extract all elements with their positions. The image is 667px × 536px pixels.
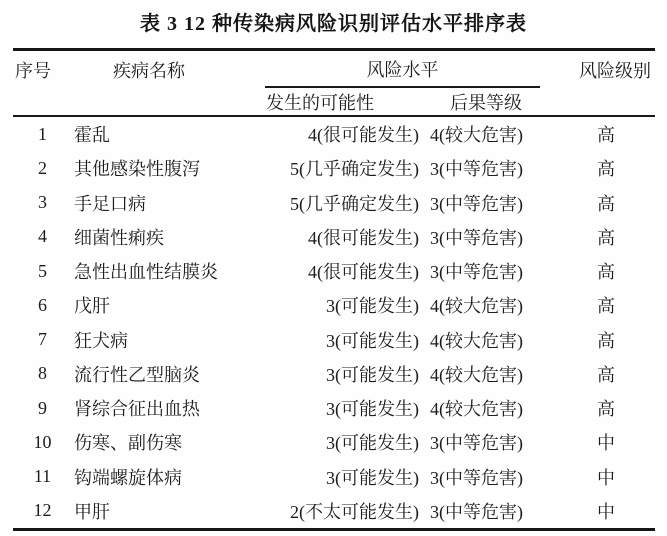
cell-likelihood: 4(很可能发生) xyxy=(308,227,419,248)
cell-likelihood: 3(可能发生) xyxy=(326,467,419,488)
cell-risk-grade: 高 xyxy=(597,399,615,420)
cell-risk-grade: 高 xyxy=(597,193,615,214)
cell-consequence: 3(中等危害) xyxy=(430,262,523,283)
table-title: 表 3 12 种传染病风险识别评估水平排序表 xyxy=(140,13,527,35)
cell-disease: 手足口病 xyxy=(74,193,146,214)
cell-no: 11 xyxy=(33,466,52,487)
table-row xyxy=(13,117,655,151)
cell-risk-grade: 高 xyxy=(597,125,615,146)
cell-risk-grade: 高 xyxy=(597,330,615,351)
cell-disease: 其他感染性腹泻 xyxy=(74,159,200,180)
cell-consequence: 4(较大危害) xyxy=(430,125,523,146)
cell-risk-grade: 中 xyxy=(597,433,615,454)
cell-no: 9 xyxy=(38,397,47,418)
cell-likelihood: 5(几乎确定发生) xyxy=(290,193,419,214)
cell-consequence: 3(中等危害) xyxy=(430,193,523,214)
table-header-row-1 xyxy=(13,51,655,88)
header-spacer-grade xyxy=(545,88,655,115)
header-risk-grade: 风险级别 xyxy=(579,60,651,81)
cell-risk-grade: 高 xyxy=(597,262,615,283)
header-spacer-disease xyxy=(72,88,260,115)
cell-no: 12 xyxy=(33,500,52,521)
cell-consequence: 4(较大危害) xyxy=(430,399,523,420)
table-row xyxy=(13,425,655,459)
cell-likelihood: 3(可能发生) xyxy=(326,364,419,385)
cell-no: 4 xyxy=(38,226,47,247)
cell-consequence: 4(较大危害) xyxy=(430,296,523,317)
cell-likelihood: 3(可能发生) xyxy=(326,433,419,454)
cell-disease: 狂犬病 xyxy=(74,330,128,351)
table-row xyxy=(13,460,655,494)
cell-risk-grade: 中 xyxy=(597,501,615,522)
header-risk-level-group xyxy=(260,51,545,88)
table-row xyxy=(13,357,655,391)
cell-no: 6 xyxy=(38,294,47,315)
header-risk-level-label: 风险水平 xyxy=(366,59,439,80)
cell-consequence: 3(中等危害) xyxy=(430,159,523,180)
table-row xyxy=(13,186,655,220)
table-row xyxy=(13,220,655,254)
cell-consequence: 3(中等危害) xyxy=(430,467,523,488)
cell-risk-grade: 高 xyxy=(597,227,615,248)
cell-likelihood: 3(可能发生) xyxy=(326,330,419,351)
header-spacer-no xyxy=(13,88,72,115)
table-header-row-2 xyxy=(13,88,655,117)
cell-no: 2 xyxy=(38,157,47,178)
table-row xyxy=(13,288,655,322)
cell-disease: 急性出血性结膜炎 xyxy=(74,262,218,283)
table-row xyxy=(13,494,655,528)
risk-ranking-table xyxy=(13,48,655,531)
cell-risk-grade: 高 xyxy=(597,296,615,317)
cell-consequence: 4(较大危害) xyxy=(430,364,523,385)
cell-no: 7 xyxy=(38,329,47,350)
cell-risk-grade: 高 xyxy=(597,159,615,180)
table-row xyxy=(13,254,655,288)
table-row xyxy=(13,391,655,425)
cell-likelihood: 3(可能发生) xyxy=(326,399,419,420)
cell-disease: 细菌性痢疾 xyxy=(74,227,164,248)
header-disease-name: 疾病名称 xyxy=(113,60,185,81)
cell-no: 8 xyxy=(38,363,47,384)
cell-disease: 流行性乙型脑炎 xyxy=(74,364,200,385)
cell-disease: 肾综合征出血热 xyxy=(74,399,200,420)
cell-likelihood: 5(几乎确定发生) xyxy=(290,159,419,180)
cell-disease: 伤寒、副伤寒 xyxy=(74,433,182,454)
cell-likelihood: 2(不太可能发生) xyxy=(290,501,419,522)
cell-consequence: 3(中等危害) xyxy=(430,433,523,454)
cell-disease: 戊肝 xyxy=(74,296,110,317)
cell-likelihood: 3(可能发生) xyxy=(326,296,419,317)
cell-disease: 霍乱 xyxy=(74,125,110,146)
cell-likelihood: 4(很可能发生) xyxy=(308,125,419,146)
cell-no: 5 xyxy=(38,260,47,281)
header-likelihood: 发生的可能性 xyxy=(266,92,374,113)
cell-consequence: 3(中等危害) xyxy=(430,501,523,522)
cell-risk-grade: 中 xyxy=(597,467,615,488)
cell-consequence: 4(较大危害) xyxy=(430,330,523,351)
table-row xyxy=(13,151,655,185)
cell-risk-grade: 高 xyxy=(597,364,615,385)
cell-disease: 甲肝 xyxy=(74,501,110,522)
cell-no: 10 xyxy=(33,431,52,452)
cell-likelihood: 4(很可能发生) xyxy=(308,262,419,283)
risk-level-group-underline xyxy=(265,51,540,88)
header-no: 序号 xyxy=(15,60,51,81)
header-consequence: 后果等级 xyxy=(450,92,522,113)
table-row xyxy=(13,323,655,357)
cell-consequence: 3(中等危害) xyxy=(430,227,523,248)
cell-disease: 钩端螺旋体病 xyxy=(74,467,182,488)
cell-no: 1 xyxy=(38,123,47,144)
cell-no: 3 xyxy=(38,192,47,213)
